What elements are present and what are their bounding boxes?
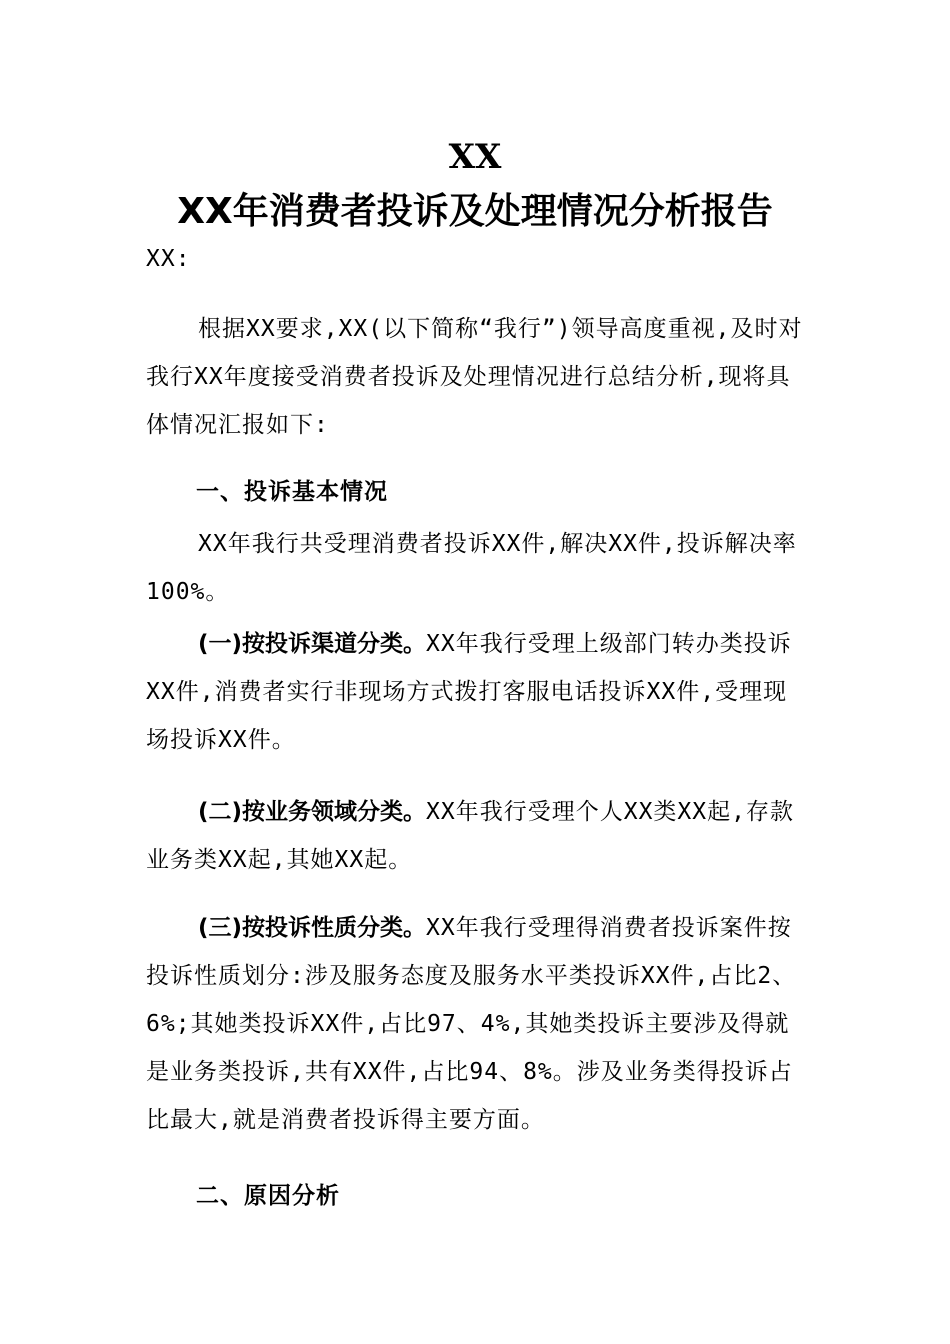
- paragraph-by-business-area: [146, 788, 806, 884]
- subheading-by-business-area: (二)按业务领域分类。: [198, 799, 427, 825]
- paragraph-by-nature: [146, 904, 806, 1144]
- intro-paragraph: 根据XX要求,XX(以下简称“我行”)领导高度重视,及时对我行XX年度接受消费者投诉及处理情况进行总结分析,现将具体情况汇报如下:: [146, 316, 803, 438]
- report-title: XX年消费者投诉及处理情况分析报告: [177, 191, 773, 232]
- section-heading-basic-situation: 一、投诉基本情况: [196, 479, 388, 505]
- paragraph-by-channel: [146, 620, 806, 764]
- by-business-area-text: XX年我行受理个人XX类XX起,存款业务类XX起,其她XX起。: [146, 799, 794, 873]
- title-line-1: XX: [448, 137, 502, 177]
- subheading-by-channel: (一)按投诉渠道分类。: [198, 631, 427, 657]
- salutation: XX:: [146, 246, 191, 272]
- subheading-by-nature: (三)按投诉性质分类。: [198, 915, 427, 941]
- by-channel-text: XX年我行受理上级部门转办类投诉XX件,消费者实行非现场方式拨打客服电话投诉XX件,受理现场投诉XX件。: [146, 631, 792, 753]
- section-heading-cause-analysis: 二、原因分析: [196, 1183, 340, 1209]
- by-nature-text: XX年我行受理得消费者投诉案件按投诉性质划分:涉及服务态度及服务水平类投诉XX件,占比2、6%;其她类投诉XX件,占比97、4%,其她类投诉主要涉及得就是业务类投诉,共有XX件,占比94、8%。涉及业务类得投诉占比最大,就是消费者投诉得主要方面。: [146, 915, 797, 1133]
- summary-paragraph: XX年我行共受理消费者投诉XX件,解决XX件,投诉解决率100%。: [146, 531, 797, 605]
